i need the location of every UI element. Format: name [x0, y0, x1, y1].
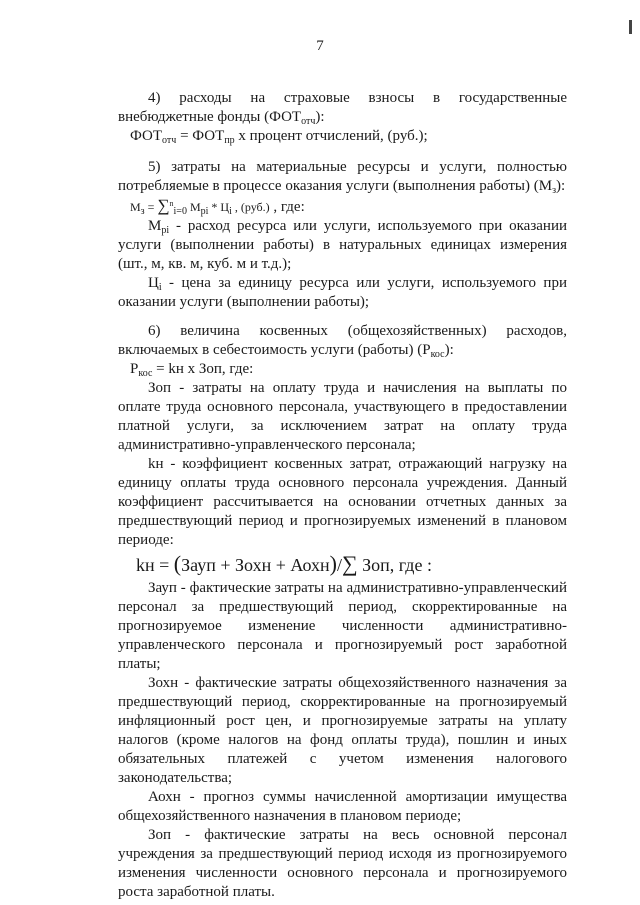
definition-c-i: $Ц_i$ - цена за единицу ресурса или услуги, используемого при оказании услуги (выполнении работы); — [118, 275, 567, 310]
formula-material: $М_з = \sum^n_{i=0}$ $М_{pi} * Ц_i$ , (руб.) , где: — [130, 196, 305, 217]
formula-kn: kн = (Зауп + Зохн + Аохн)/∑ Зоп, где : — [136, 551, 432, 576]
section-material-costs — [118, 158, 567, 312]
definition-m-pi: $М_{pi}$ - расход ресурса или услуги, используемого при оказании услуги (выполнении работы) в натуральных единицах измерения (шт., м, кв. м, куб. м и т.д.); — [118, 218, 567, 272]
definition-aohn: Аохн - прогноз суммы начисленной амортизации имущества общехозяйственного назначения в плановом периоде; — [118, 789, 567, 824]
paragraph-material-intro: 5) затраты на материальные ресурсы и услуги, полностью потребляемые в процессе оказания услуги (выполнения работы) $(М_з)$: — [118, 159, 567, 196]
formula-fot: $ФОТ_{отч} = ФОТ_{пр}$ х процент отчислений, (руб.); — [130, 128, 428, 146]
definition-zop: Зоп - затраты на оплату труда и начисления на выплаты по оплате труда основного персонала, участвующего в предоставлении платной услуги, за исключением затрат на оплату труда административно-управленческого персонала; — [118, 380, 567, 453]
section-indirect-costs — [118, 322, 567, 902]
paragraph-indirect-intro: 6) величина косвенных (общехозяйственных) расходов, включаемых в себестоимость услуги (работы) $(Р_{кос})$: — [118, 323, 567, 360]
page-number: 7 — [316, 38, 324, 54]
section-insurance-contributions — [118, 89, 567, 146]
formula-indirect: $Р_{кос}$ = kн х Зоп, где: — [130, 361, 254, 379]
definition-zaup: Зауп - фактические затраты на административно-управленческий персонал за предшествующий период, скорректированные на прогнозируемое изменение численности административно-управленческого персонала и прогнозируемый рост заработной платы; — [118, 580, 567, 672]
scan-edge-mark — [629, 20, 632, 34]
definition-zop-total: Зоп - фактические затраты на весь основной персонал учреждения за предшествующий период исходя из прогнозируемого изменения численности основного персонала и прогнозируемого роста заработной платы. — [118, 827, 567, 900]
definition-zohn: Зохн - фактические затраты общехозяйственного назначения за предшествующий период, скорректированные на прогнозируемый инфляционный рост цен, и прогнозируемые затраты на уплату налогов (кроме налогов на фонд оплаты труда), пошлин и иных обязательных платежей с учетом изменения налогового законодательства; — [118, 675, 567, 786]
definition-kn: kн - коэффициент косвенных затрат, отражающий нагрузку на единицу оплаты труда основного персонала учреждения. Данный коэффициент рассчитывается на основании отчетных данных за предшествующий период и прогнозируемых изменений в плановом периоде: — [118, 456, 567, 548]
paragraph-insurance-intro: 4) расходы на страховые взносы в государственные внебюджетные фонды $(ФОТ_{отч})$: — [118, 90, 567, 127]
